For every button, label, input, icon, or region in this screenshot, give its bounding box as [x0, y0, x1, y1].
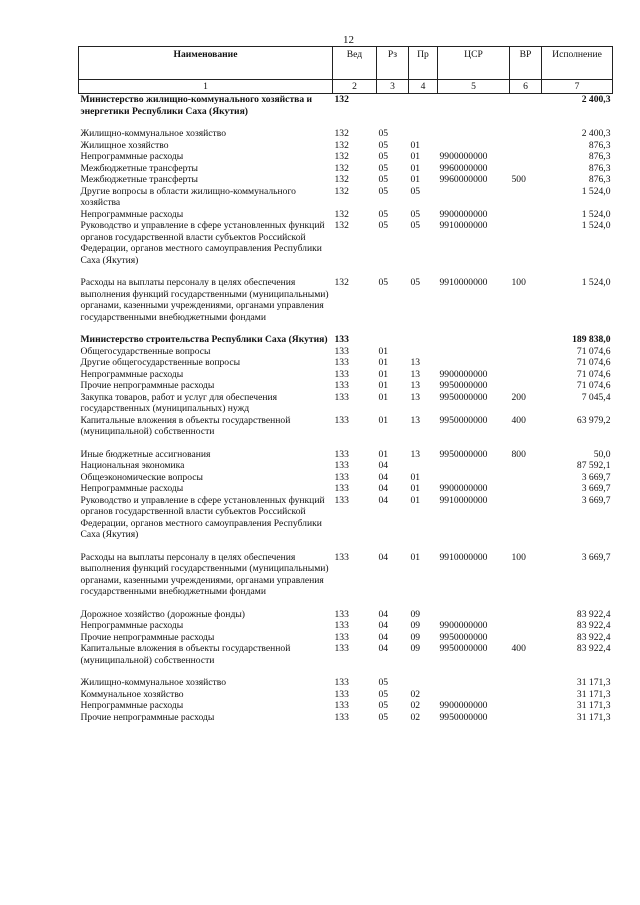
row-name: Министерство строительства Республики Саха (Якутия) — [80, 334, 328, 345]
row-vr — [510, 700, 542, 712]
row-rz: 05 — [378, 139, 389, 151]
row-vr — [510, 620, 542, 632]
row-name: Дорожное хозяйство (дорожные фонды) — [80, 608, 245, 620]
row-pr: 02 — [410, 700, 421, 711]
row-rz: 04 — [378, 631, 389, 643]
table-row — [79, 151, 613, 163]
row-rz: 05 — [378, 277, 389, 288]
row-ved: 132 — [334, 185, 349, 197]
row-vr — [510, 334, 542, 346]
table-row — [79, 140, 613, 152]
row-execution: 3 669,7 — [581, 494, 611, 506]
row-execution: 3 669,7 — [581, 483, 611, 494]
row-pr — [409, 334, 438, 346]
page-number: 12 — [343, 34, 354, 46]
row-pr: 02 — [410, 688, 421, 700]
spacer-row — [79, 541, 613, 552]
row-name: Общеэкономические вопросы — [80, 471, 203, 483]
row-pr: 13 — [410, 368, 421, 380]
row-csr: 9950000000 — [439, 391, 488, 403]
table-row — [79, 369, 613, 381]
header-csr: ЦСР — [438, 47, 510, 80]
row-vr — [510, 163, 542, 175]
row-ved: 132 — [334, 128, 349, 139]
table-row — [79, 460, 613, 472]
row-rz: 01 — [378, 414, 389, 426]
row-execution: 7 045,4 — [581, 391, 611, 403]
row-rz: 05 — [378, 151, 389, 162]
table-body — [79, 94, 613, 724]
row-name: Межбюджетные трансферты — [80, 174, 198, 185]
row-ved: 133 — [334, 414, 349, 426]
row-csr: 9960000000 — [439, 162, 488, 174]
row-csr — [438, 460, 510, 472]
row-csr: 9960000000 — [439, 174, 488, 185]
table-row — [79, 380, 613, 392]
row-ved: 133 — [334, 483, 349, 494]
row-ved: 132 — [334, 162, 349, 174]
row-execution: 63 979,2 — [576, 414, 611, 426]
row-rz: 04 — [378, 483, 389, 494]
spacer-cell — [79, 598, 613, 609]
header-execution: Исполнение — [542, 47, 613, 80]
row-pr: 09 — [410, 631, 421, 643]
row-ved: 132 — [334, 151, 349, 162]
table-row — [79, 472, 613, 484]
row-name: Прочие непрограммные расходы — [80, 380, 215, 391]
row-vr: 100 — [511, 277, 526, 288]
row-pr — [409, 677, 438, 689]
row-name: Расходы на выплаты персоналу в целях обеспечения выполнения функций государственными (муниципальными) органами, казенными учреждениями, органами управления государственными внебюджетными фондами — [80, 551, 329, 597]
row-vr — [510, 677, 542, 689]
row-pr: 01 — [410, 483, 421, 494]
row-vr — [510, 460, 542, 472]
row-vr — [510, 609, 542, 621]
row-execution: 3 669,7 — [581, 551, 611, 563]
row-name: Непрограммные расходы — [80, 208, 184, 220]
column-numbers-row — [79, 80, 613, 94]
row-rz: 05 — [378, 711, 389, 723]
row-vr — [510, 483, 542, 495]
row-execution: 71 074,6 — [576, 345, 611, 357]
row-vr — [510, 94, 542, 118]
row-rz: 01 — [378, 368, 389, 380]
row-csr: 9950000000 — [439, 448, 488, 460]
row-rz: 01 — [378, 391, 389, 403]
row-ved: 133 — [334, 448, 349, 460]
row-csr — [438, 346, 510, 358]
row-pr: 01 — [410, 174, 421, 185]
row-csr — [438, 186, 510, 209]
row-vr — [510, 712, 542, 724]
row-csr: 9900000000 — [439, 208, 488, 220]
row-name: Непрограммные расходы — [80, 483, 184, 494]
spacer-cell — [79, 541, 613, 552]
table-row — [79, 94, 613, 118]
column-number: 6 — [510, 80, 542, 94]
row-execution: 31 171,3 — [576, 688, 611, 700]
row-ved: 132 — [334, 174, 349, 185]
row-pr: 01 — [410, 551, 421, 563]
row-ved: 133 — [334, 551, 349, 563]
column-number: 7 — [542, 80, 613, 94]
row-ved: 132 — [334, 94, 349, 105]
table-row — [79, 449, 613, 461]
row-execution: 83 922,4 — [576, 631, 611, 643]
row-rz — [377, 334, 409, 346]
row-ved: 132 — [334, 277, 349, 288]
row-name: Расходы на выплаты персоналу в целях обеспечения выполнения функций государственными (муниципальными) органами, казенными учреждениями, органами управления государственными внебюджетными фондами — [80, 277, 329, 323]
row-rz: 05 — [378, 677, 389, 688]
row-execution: 31 171,3 — [576, 700, 611, 711]
row-execution: 1 524,0 — [581, 208, 611, 220]
row-pr: 05 — [410, 185, 421, 197]
table-row — [79, 277, 613, 323]
table-row — [79, 357, 613, 369]
row-vr — [510, 369, 542, 381]
row-ved: 133 — [334, 357, 349, 368]
row-vr: 400 — [511, 643, 526, 654]
row-rz: 05 — [378, 174, 389, 185]
row-pr: 13 — [410, 357, 421, 368]
row-execution: 1 524,0 — [581, 185, 611, 197]
header-vr: ВР — [510, 47, 542, 80]
row-vr — [510, 151, 542, 163]
table-row — [79, 415, 613, 438]
table-row — [79, 128, 613, 140]
row-name: Министерство жилищно-коммунального хозяйства и энергетики Республики Саха (Якутия) — [80, 94, 313, 117]
row-ved: 133 — [334, 677, 349, 688]
row-pr: 05 — [410, 277, 421, 288]
row-vr — [510, 140, 542, 152]
row-pr — [409, 128, 438, 140]
row-csr — [438, 334, 510, 346]
row-name: Непрограммные расходы — [80, 620, 184, 631]
row-ved: 133 — [334, 711, 349, 723]
row-name: Капитальные вложения в объекты государственной (муниципальной) собственности — [80, 643, 291, 666]
table-row — [79, 609, 613, 621]
row-ved: 133 — [334, 700, 349, 711]
row-csr — [438, 94, 510, 118]
row-ved: 133 — [334, 471, 349, 483]
row-rz: 04 — [378, 460, 389, 471]
row-vr — [510, 689, 542, 701]
table-header — [79, 47, 613, 94]
row-pr: 13 — [410, 414, 421, 426]
row-ved: 133 — [334, 368, 349, 380]
table-row — [79, 186, 613, 209]
row-pr — [409, 460, 438, 472]
row-name: Жилищно-коммунальное хозяйство — [80, 677, 227, 688]
spacer-row — [79, 666, 613, 677]
row-csr: 9900000000 — [439, 151, 488, 162]
row-execution: 189 838,0 — [572, 334, 611, 345]
row-name: Руководство и управление в сфере установленных функций органов государственной власти субъектов Российской Федерации, органов местного самоуправления Республики Саха (Якутия) — [80, 220, 325, 266]
table-row — [79, 334, 613, 346]
spacer-cell — [79, 666, 613, 677]
table-row — [79, 495, 613, 541]
row-csr: 9910000000 — [439, 494, 488, 506]
row-execution: 71 074,6 — [576, 357, 611, 368]
row-execution: 83 922,4 — [576, 620, 611, 631]
row-csr: 9950000000 — [439, 711, 488, 723]
budget-table — [78, 46, 613, 723]
row-ved: 133 — [334, 391, 349, 403]
spacer-row — [79, 266, 613, 277]
row-ved: 132 — [334, 220, 349, 231]
row-csr: 9900000000 — [439, 483, 488, 494]
row-csr — [438, 677, 510, 689]
row-vr: 800 — [511, 448, 526, 460]
row-rz: 05 — [378, 700, 389, 711]
row-pr: 01 — [410, 151, 421, 162]
row-rz: 04 — [378, 608, 389, 620]
row-ved: 133 — [334, 460, 349, 471]
row-csr: 9950000000 — [439, 414, 488, 426]
column-number: 4 — [409, 80, 438, 94]
row-ved: 133 — [334, 608, 349, 620]
row-name: Жилищное хозяйство — [80, 139, 169, 151]
row-execution: 1 524,0 — [581, 277, 611, 288]
row-rz: 01 — [378, 345, 389, 357]
row-csr: 9900000000 — [439, 700, 488, 711]
row-vr: 400 — [511, 414, 526, 426]
row-rz: 05 — [378, 128, 389, 139]
table-row — [79, 346, 613, 358]
table-row — [79, 689, 613, 701]
row-execution: 31 171,3 — [576, 677, 611, 688]
column-number: 3 — [377, 80, 409, 94]
row-execution: 3 669,7 — [581, 471, 611, 483]
row-name: Общегосударственные вопросы — [80, 345, 211, 357]
row-name: Межбюджетные трансферты — [80, 162, 198, 174]
row-rz: 05 — [378, 162, 389, 174]
row-execution: 83 922,4 — [576, 643, 611, 654]
row-name: Непрограммные расходы — [80, 151, 184, 162]
row-pr: 05 — [410, 220, 421, 231]
row-pr: 01 — [410, 471, 421, 483]
row-execution: 31 171,3 — [576, 711, 611, 723]
column-number: 1 — [79, 80, 333, 94]
table-row — [79, 220, 613, 266]
row-execution: 2 400,3 — [581, 128, 611, 139]
row-csr — [438, 609, 510, 621]
row-vr — [510, 128, 542, 140]
header-pr: Пр — [409, 47, 438, 80]
row-pr — [409, 346, 438, 358]
table-row — [79, 174, 613, 186]
row-vr: 500 — [511, 174, 526, 185]
row-ved: 133 — [334, 688, 349, 700]
row-ved: 133 — [334, 380, 349, 391]
row-name: Жилищно-коммунальное хозяйство — [80, 128, 227, 139]
row-name: Закупка товаров, работ и услуг для обеспечения государственных (муниципальных) нужд — [80, 391, 278, 414]
row-csr — [438, 357, 510, 369]
row-pr — [409, 94, 438, 118]
row-name: Капитальные вложения в объекты государственной (муниципальной) собственности — [80, 414, 291, 437]
header-rz: Рз — [377, 47, 409, 80]
table-row — [79, 700, 613, 712]
row-name: Прочие непрограммные расходы — [80, 631, 215, 643]
row-csr: 9950000000 — [439, 643, 488, 654]
row-rz: 04 — [378, 471, 389, 483]
spacer-row — [79, 323, 613, 334]
row-rz — [377, 94, 409, 118]
row-execution: 1 524,0 — [581, 220, 611, 231]
row-execution: 87 592,1 — [576, 460, 611, 471]
row-vr — [510, 380, 542, 392]
row-ved: 132 — [334, 208, 349, 220]
row-name: Прочие непрограммные расходы — [80, 711, 215, 723]
row-execution: 71 074,6 — [576, 368, 611, 380]
row-pr: 13 — [410, 448, 421, 460]
row-name: Другие общегосударственные вопросы — [80, 357, 241, 368]
spacer-cell — [79, 323, 613, 334]
row-vr — [510, 472, 542, 484]
row-name: Другие вопросы в области жилищно-коммунального хозяйства — [80, 185, 296, 208]
row-vr — [510, 186, 542, 209]
row-csr — [438, 689, 510, 701]
column-number: 2 — [333, 80, 377, 94]
spacer-cell — [79, 117, 613, 128]
row-execution: 83 922,4 — [576, 608, 611, 620]
row-vr — [510, 346, 542, 358]
row-pr: 01 — [410, 139, 421, 151]
row-ved: 133 — [334, 345, 349, 357]
row-pr: 13 — [410, 380, 421, 391]
row-ved: 133 — [334, 334, 349, 345]
row-rz: 05 — [378, 208, 389, 220]
row-csr: 9950000000 — [439, 380, 488, 391]
row-pr: 05 — [410, 208, 421, 220]
row-rz: 05 — [378, 220, 389, 231]
row-name: Национальная экономика — [80, 460, 185, 471]
row-csr: 9910000000 — [439, 220, 488, 231]
row-ved: 133 — [334, 631, 349, 643]
row-ved: 133 — [334, 643, 349, 654]
row-vr — [510, 220, 542, 266]
table-row — [79, 632, 613, 644]
row-rz: 01 — [378, 380, 389, 391]
row-pr: 09 — [410, 608, 421, 620]
table-row — [79, 552, 613, 598]
row-name: Непрограммные расходы — [80, 700, 184, 711]
spacer-row — [79, 117, 613, 128]
row-csr: 9900000000 — [439, 368, 488, 380]
row-rz: 01 — [378, 357, 389, 368]
row-name: Коммунальное хозяйство — [80, 688, 184, 700]
spacer-row — [79, 598, 613, 609]
row-vr: 200 — [511, 391, 526, 403]
row-ved: 133 — [334, 494, 349, 506]
table-row — [79, 620, 613, 632]
row-pr: 01 — [410, 494, 421, 506]
row-vr — [510, 209, 542, 221]
table-row — [79, 209, 613, 221]
table-row — [79, 677, 613, 689]
spacer-row — [79, 438, 613, 449]
row-rz: 04 — [378, 494, 389, 506]
spacer-cell — [79, 438, 613, 449]
table-row — [79, 163, 613, 175]
row-rz: 04 — [378, 620, 389, 631]
row-execution: 876,3 — [588, 174, 611, 185]
table-row — [79, 483, 613, 495]
header-ved: Вед — [333, 47, 377, 80]
row-rz: 01 — [378, 448, 389, 460]
row-ved: 133 — [334, 620, 349, 631]
row-name: Иные бюджетные ассигнования — [80, 448, 211, 460]
row-csr: 9910000000 — [439, 277, 488, 288]
row-pr: 13 — [410, 391, 421, 403]
row-pr: 02 — [410, 711, 421, 723]
row-pr: 09 — [410, 643, 421, 654]
table-row — [79, 392, 613, 415]
row-rz: 05 — [378, 688, 389, 700]
row-pr: 01 — [410, 162, 421, 174]
row-csr — [438, 472, 510, 484]
row-rz: 04 — [378, 643, 389, 654]
row-execution: 71 074,6 — [576, 380, 611, 391]
row-execution: 50,0 — [593, 448, 611, 460]
row-execution: 876,3 — [588, 139, 611, 151]
column-number: 5 — [438, 80, 510, 94]
row-vr: 100 — [511, 551, 526, 563]
row-vr — [510, 357, 542, 369]
header-name: Наименование — [79, 47, 333, 80]
row-execution: 876,3 — [588, 162, 611, 174]
row-rz: 05 — [378, 185, 389, 197]
row-vr — [510, 495, 542, 541]
row-csr: 9910000000 — [439, 551, 488, 563]
row-csr: 9950000000 — [439, 631, 488, 643]
spacer-cell — [79, 266, 613, 277]
row-name: Руководство и управление в сфере установленных функций органов государственной власти субъектов Российской Федерации, органов местного самоуправления Республики Саха (Якутия) — [80, 494, 325, 540]
row-execution: 876,3 — [588, 151, 611, 162]
table-row — [79, 712, 613, 724]
row-ved: 132 — [334, 139, 349, 151]
row-rz: 04 — [378, 551, 389, 563]
row-vr — [510, 632, 542, 644]
row-csr — [438, 128, 510, 140]
row-pr: 09 — [410, 620, 421, 631]
table-row — [79, 643, 613, 666]
row-execution: 2 400,3 — [581, 94, 611, 105]
row-csr: 9900000000 — [439, 620, 488, 631]
row-name: Непрограммные расходы — [80, 368, 184, 380]
row-csr — [438, 140, 510, 152]
